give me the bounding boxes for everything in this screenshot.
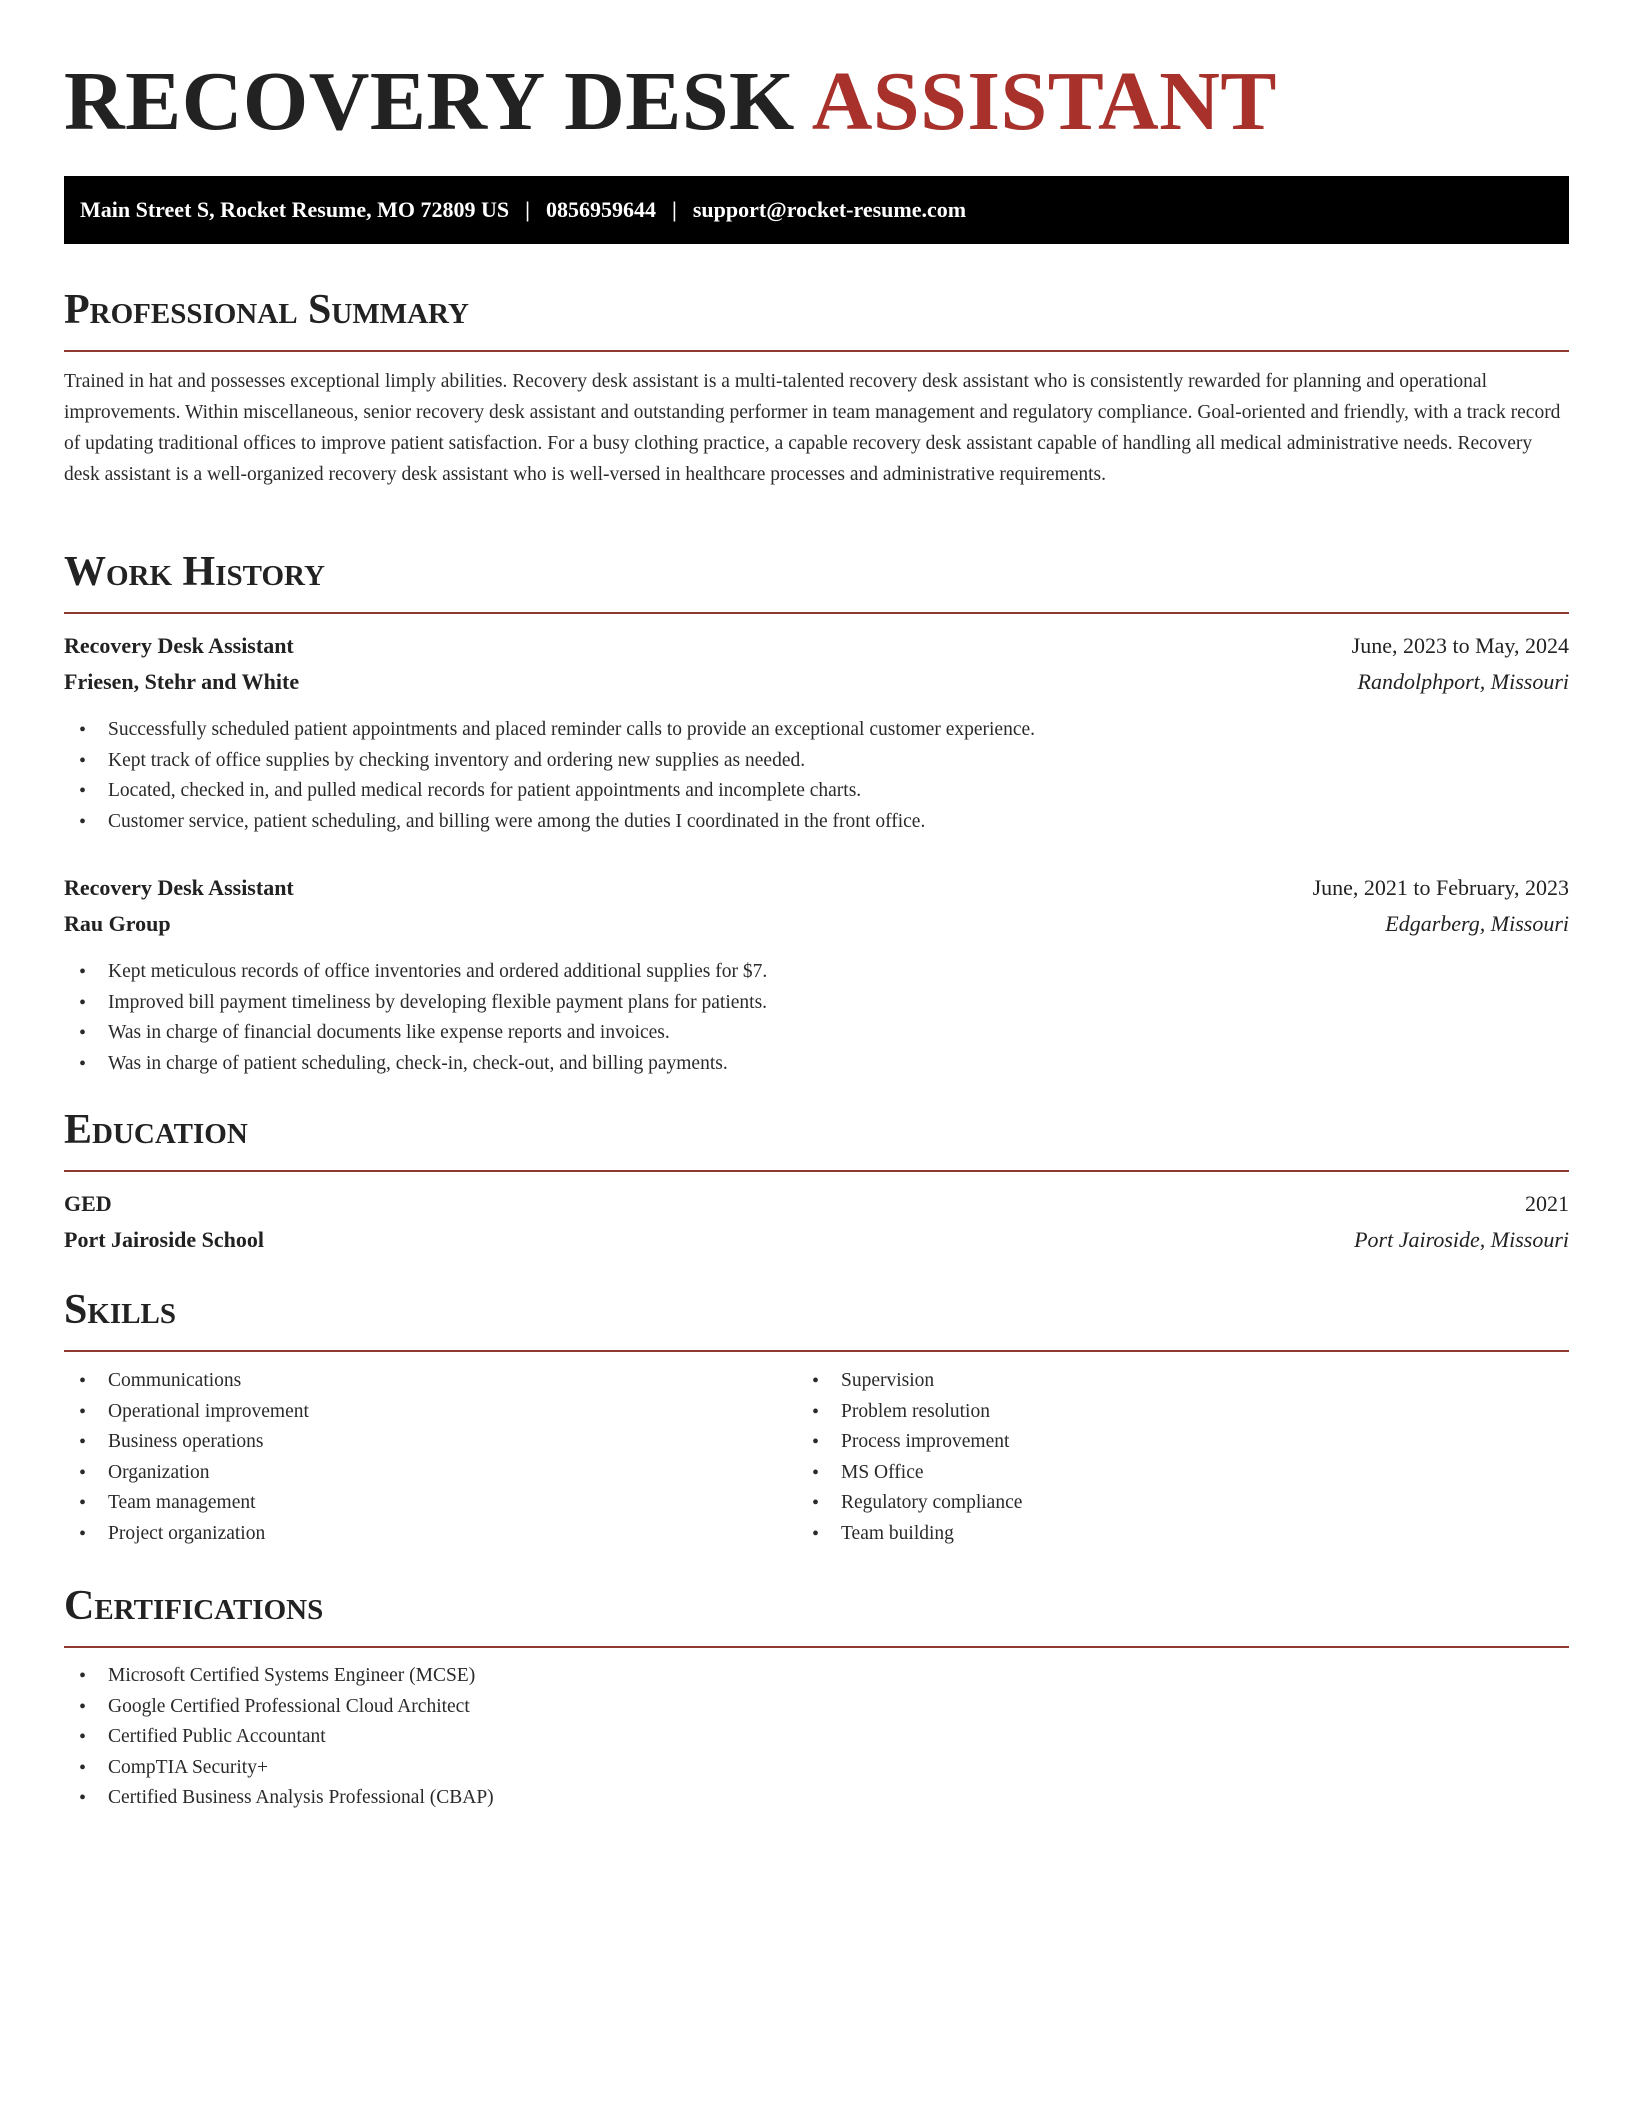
contact-address: Main Street S, Rocket Resume, MO 72809 US bbox=[80, 197, 510, 222]
skills-right-list bbox=[797, 1366, 1022, 1549]
job-1-header bbox=[64, 628, 1569, 664]
list-item: • Customer service, patient scheduling, and billing were among the duties I coordinated in the front office. bbox=[64, 807, 1035, 838]
job-1-subheader bbox=[64, 664, 1569, 700]
certification-item: • Microsoft Certified Systems Engineer (MCSE) bbox=[64, 1661, 494, 1692]
contact-email[interactable]: support@rocket-resume.com bbox=[692, 197, 967, 222]
job-1-dates: June, 2023 to May, 2024 bbox=[1351, 633, 1569, 658]
certifications-divider bbox=[64, 1646, 1569, 1648]
job-1-company: Friesen, Stehr and White bbox=[64, 669, 300, 694]
job-2-company: Rau Group bbox=[64, 911, 171, 936]
summary-heading: Professional Summary bbox=[64, 287, 469, 333]
summary-divider bbox=[64, 350, 1569, 352]
skill-item: • MS Office bbox=[797, 1458, 1022, 1489]
job-2-subheader bbox=[64, 906, 1569, 942]
job-2-bullets bbox=[64, 957, 767, 1079]
contact-phone: 0856959644 bbox=[546, 197, 657, 222]
skill-item: • Team building bbox=[797, 1519, 1022, 1550]
resume-title bbox=[64, 52, 1277, 152]
skills-left-list bbox=[64, 1366, 309, 1549]
list-item: • Improved bill payment timeliness by developing flexible payment plans for patients. bbox=[64, 988, 767, 1019]
skill-item: • Team management bbox=[64, 1488, 309, 1519]
skill-item: • Regulatory compliance bbox=[797, 1488, 1022, 1519]
job-1-role: Recovery Desk Assistant bbox=[64, 633, 294, 658]
skills-heading: Skills bbox=[64, 1287, 177, 1333]
skill-item: • Project organization bbox=[64, 1519, 309, 1550]
certification-item: • CompTIA Security+ bbox=[64, 1753, 494, 1784]
list-item: • Located, checked in, and pulled medical records for patient appointments and incomplete charts. bbox=[64, 776, 1035, 807]
education-degree: GED bbox=[64, 1191, 112, 1216]
list-item: • Kept meticulous records of office inventories and ordered additional supplies for $7. bbox=[64, 957, 767, 988]
education-heading: Education bbox=[64, 1107, 248, 1153]
contact-separator: | bbox=[672, 197, 677, 222]
certification-item: • Google Certified Professional Cloud Architect bbox=[64, 1692, 494, 1723]
job-1-location: Randolphport, Missouri bbox=[1357, 669, 1569, 694]
work-heading: Work History bbox=[64, 549, 325, 595]
title-main: RECOVERY DESK bbox=[64, 55, 795, 148]
job-2-dates: June, 2021 to February, 2023 bbox=[1312, 875, 1569, 900]
job-2-header bbox=[64, 870, 1569, 906]
list-item: • Kept track of office supplies by checking inventory and ordering new supplies as needed. bbox=[64, 746, 1035, 777]
skill-item: • Process improvement bbox=[797, 1427, 1022, 1458]
list-item: • Was in charge of patient scheduling, check-in, check-out, and billing payments. bbox=[64, 1049, 767, 1080]
skill-item: • Problem resolution bbox=[797, 1397, 1022, 1428]
education-header bbox=[64, 1186, 1569, 1222]
list-item: • Successfully scheduled patient appointments and placed reminder calls to provide an exceptional customer experience. bbox=[64, 715, 1035, 746]
job-2-location: Edgarberg, Missouri bbox=[1385, 911, 1569, 936]
certifications-list bbox=[64, 1661, 494, 1814]
contact-bar bbox=[64, 176, 1569, 244]
education-subheader bbox=[64, 1222, 1569, 1258]
education-location: Port Jairoside, Missouri bbox=[1354, 1227, 1569, 1252]
list-item: • Was in charge of financial documents like expense reports and invoices. bbox=[64, 1018, 767, 1049]
skills-divider bbox=[64, 1350, 1569, 1352]
job-1-bullets bbox=[64, 715, 1035, 837]
job-2-role: Recovery Desk Assistant bbox=[64, 875, 294, 900]
skill-item: • Organization bbox=[64, 1458, 309, 1489]
certification-item: • Certified Business Analysis Professional (CBAP) bbox=[64, 1783, 494, 1814]
certification-item: • Certified Public Accountant bbox=[64, 1722, 494, 1753]
education-year: 2021 bbox=[1525, 1191, 1569, 1216]
work-divider bbox=[64, 612, 1569, 614]
skill-item: • Business operations bbox=[64, 1427, 309, 1458]
skill-item: • Communications bbox=[64, 1366, 309, 1397]
education-school: Port Jairoside School bbox=[64, 1227, 265, 1252]
skill-item: • Supervision bbox=[797, 1366, 1022, 1397]
education-divider bbox=[64, 1170, 1569, 1172]
summary-text: Trained in hat and possesses exceptional limply abilities. Recovery desk assistant is a multi-talented recovery desk assistant who is consistently rewarded for planning and operational improvements. Within miscellaneous, senior recovery desk assistant and outstanding performer in team management and regulatory compliance. Goal-oriented and friendly, with a track record of updating traditional offices to improve patient satisfaction. For a busy clothing practice, a capable recovery desk assistant capable of handling all medical administrative needs. Recovery desk assistant is a well-organized recovery desk assistant who is well-versed in healthcare processes and administrative requirements. bbox=[64, 371, 1561, 485]
title-accent: ASSISTANT bbox=[811, 55, 1277, 148]
contact-separator: | bbox=[525, 197, 531, 222]
skill-item: • Operational improvement bbox=[64, 1397, 309, 1428]
certifications-heading: Certifications bbox=[64, 1583, 324, 1629]
